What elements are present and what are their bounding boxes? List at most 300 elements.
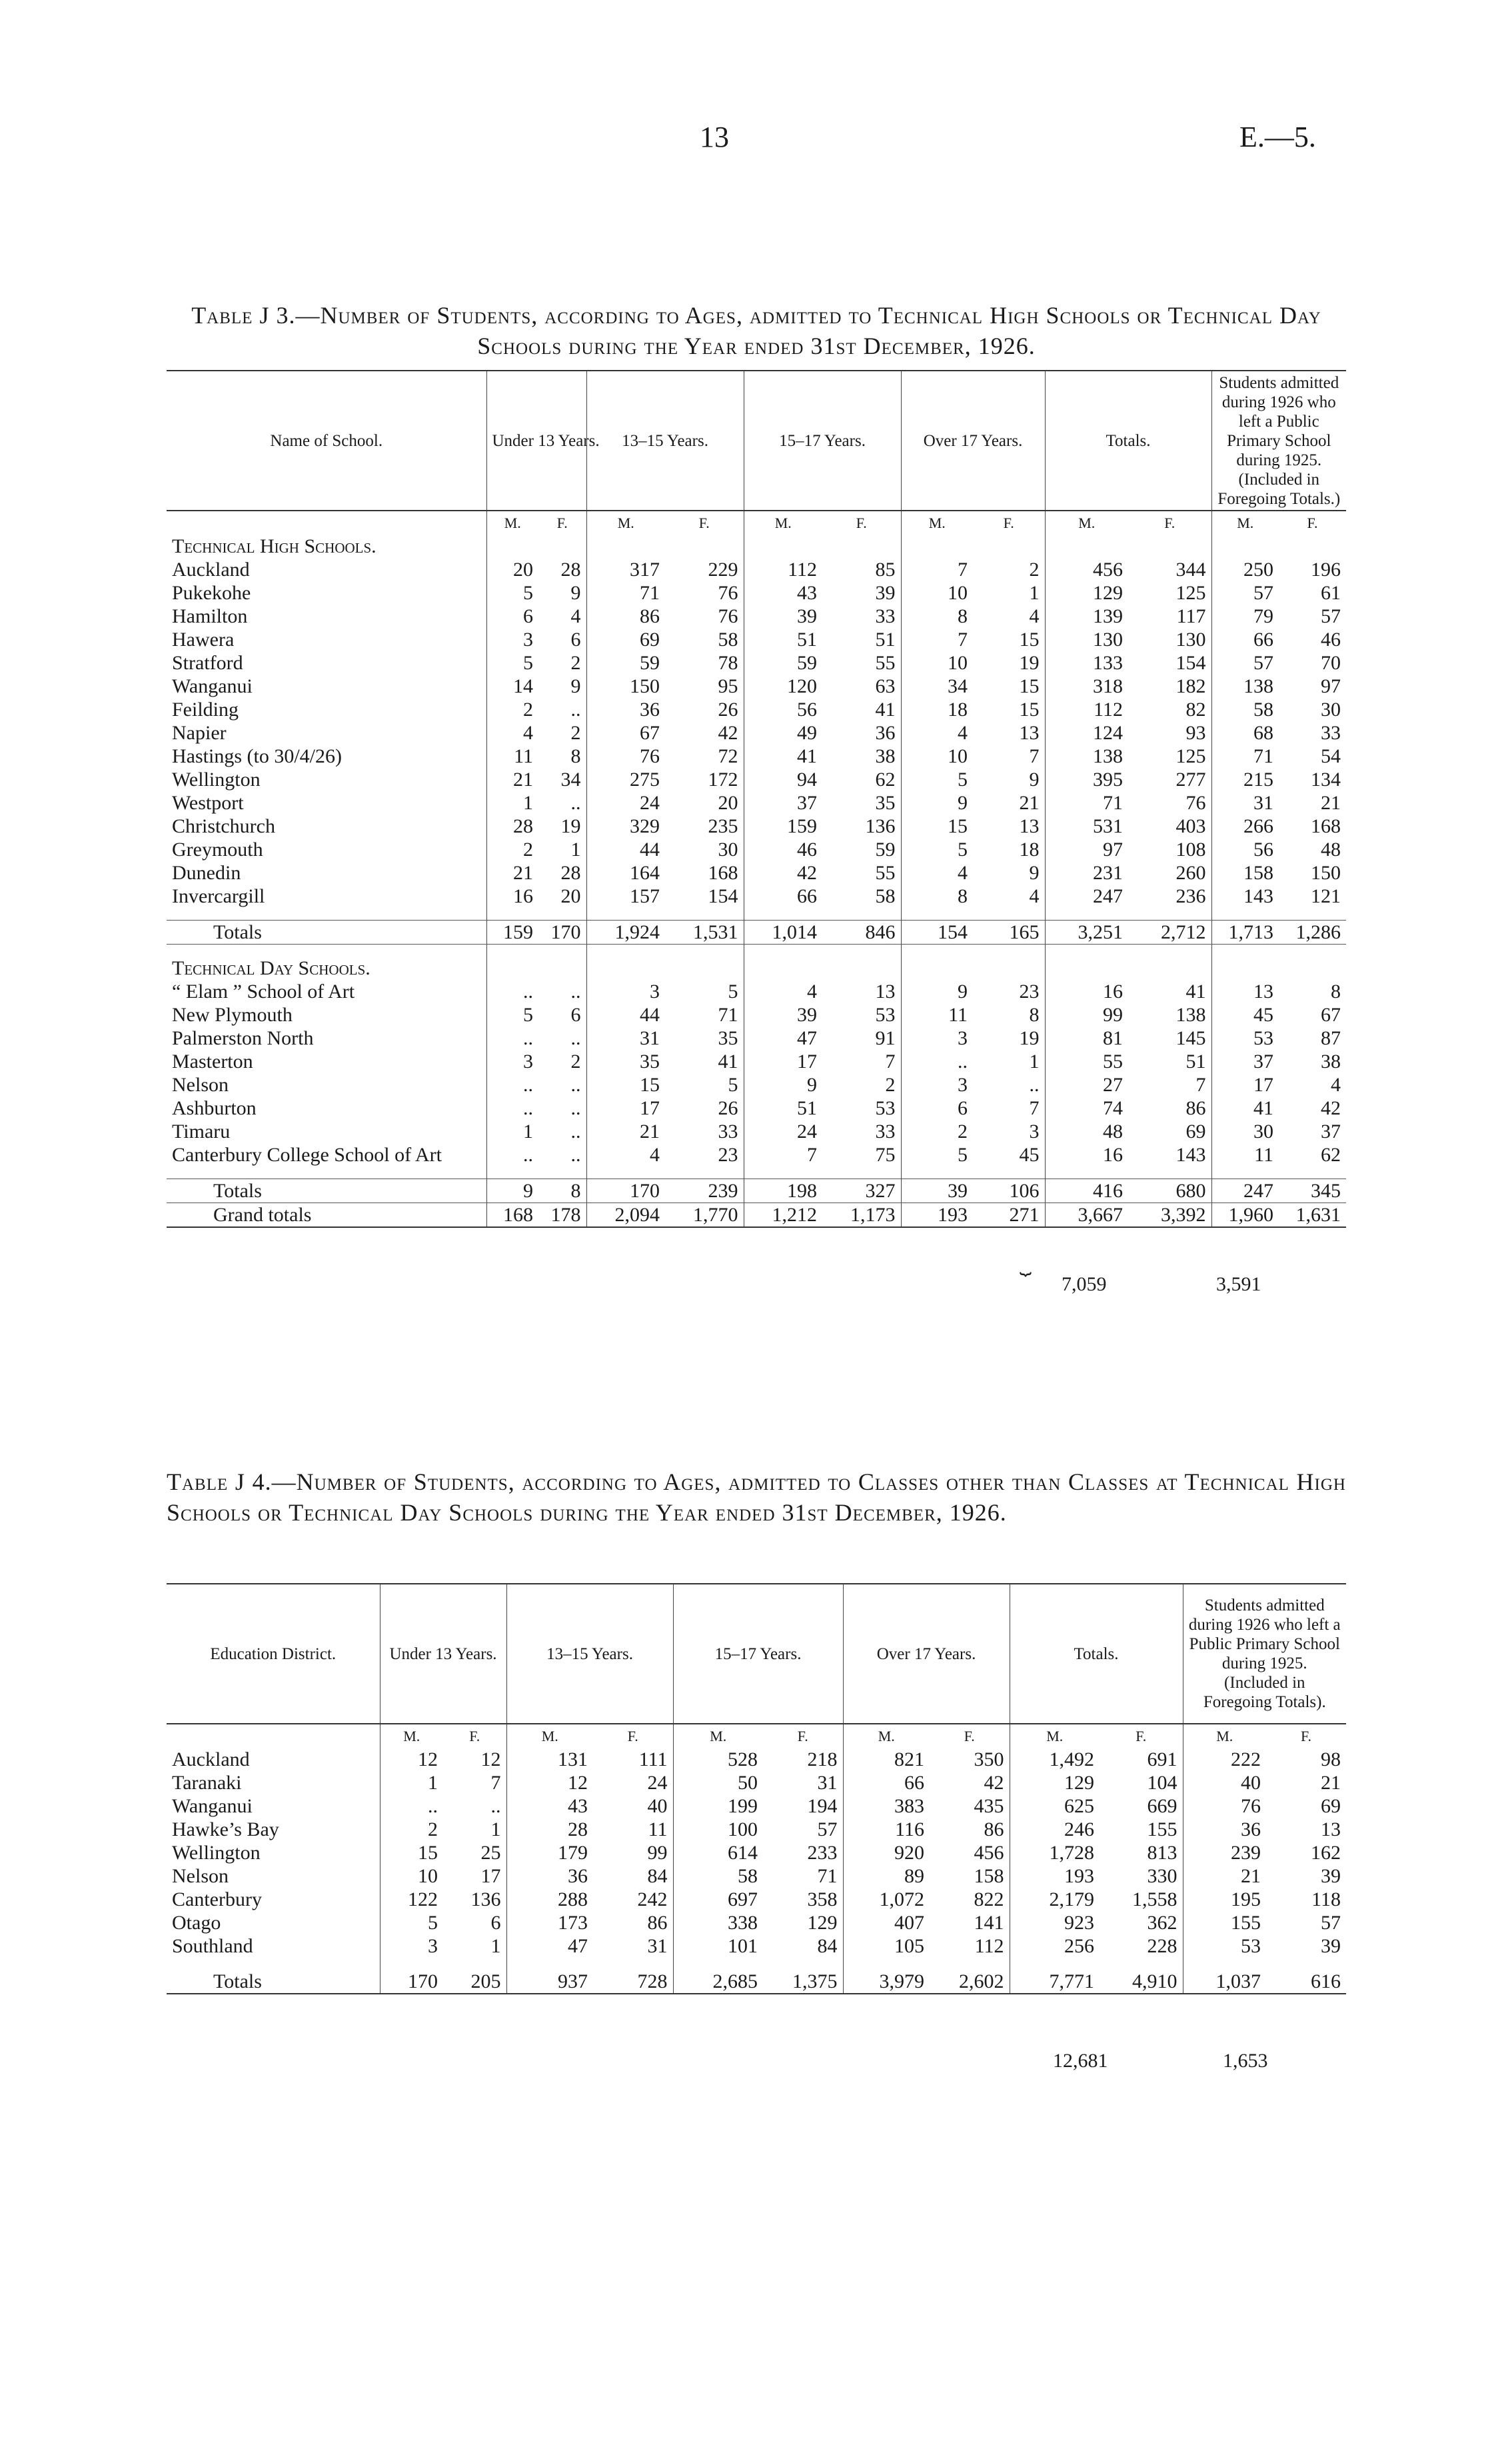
table-row bbox=[167, 1911, 1346, 1934]
female-cell: 172 bbox=[708, 769, 738, 791]
male-cell: 71 bbox=[586, 581, 665, 605]
male-cell: 179 bbox=[506, 1841, 593, 1864]
female-cell: 129 bbox=[807, 1912, 838, 1934]
male-cell: 20 bbox=[486, 558, 538, 581]
female-cell: 1,375 bbox=[763, 1970, 843, 1994]
female-cell: 4 bbox=[1029, 605, 1040, 627]
male-cell: 1,072 bbox=[843, 1888, 930, 1911]
male-cell: 39 bbox=[744, 1003, 822, 1027]
male-cell: 58 bbox=[673, 1864, 763, 1888]
female-col-header: F. bbox=[556, 515, 568, 531]
male-cell: 139 bbox=[1045, 605, 1128, 628]
male-cell: 1 bbox=[486, 791, 538, 815]
blank-cell bbox=[1211, 945, 1279, 957]
female-cell: 35 bbox=[718, 1027, 738, 1049]
male-cell: 129 bbox=[1045, 581, 1128, 605]
blank-cell bbox=[1266, 1958, 1346, 1970]
table-row bbox=[167, 1748, 1346, 1771]
blank-cell bbox=[1128, 908, 1211, 921]
male-cell: 2 bbox=[486, 838, 538, 861]
male-cell: 150 bbox=[586, 675, 665, 698]
header-15-17: 15–17 Years. bbox=[744, 371, 901, 511]
male-cell: 39 bbox=[901, 1179, 973, 1203]
row-label: Dunedin bbox=[172, 862, 241, 884]
blank-cell bbox=[586, 957, 665, 980]
blank-cell bbox=[586, 535, 665, 558]
table-row bbox=[167, 675, 1346, 698]
female-cell: 35 bbox=[875, 792, 896, 814]
female-cell: 118 bbox=[1311, 1888, 1341, 1910]
male-cell: 5 bbox=[901, 768, 973, 791]
female-cell: 69 bbox=[1185, 1121, 1206, 1143]
male-cell: 81 bbox=[1045, 1027, 1128, 1050]
male-cell: 120 bbox=[744, 675, 822, 698]
row-label: Auckland bbox=[172, 559, 250, 581]
male-cell: 158 bbox=[1211, 861, 1279, 885]
female-cell: 2 bbox=[570, 722, 581, 744]
female-cell: 13 bbox=[875, 981, 896, 1003]
j3-combined-totals: 7,059 bbox=[1062, 1273, 1107, 1295]
female-cell: 17 bbox=[480, 1865, 501, 1887]
male-cell: 288 bbox=[506, 1888, 593, 1911]
male-col-header: M. bbox=[1045, 511, 1128, 535]
female-cell: 20 bbox=[560, 885, 581, 907]
blank-cell bbox=[930, 1958, 1010, 1970]
female-cell: 84 bbox=[647, 1865, 668, 1887]
blank-cell bbox=[973, 1167, 1045, 1179]
row-label: Auckland bbox=[172, 1748, 250, 1770]
female-cell: 87 bbox=[1321, 1027, 1341, 1049]
male-cell: 51 bbox=[744, 1097, 822, 1120]
female-cell: 846 bbox=[822, 921, 901, 945]
female-cell: 24 bbox=[647, 1772, 668, 1794]
female-cell: 691 bbox=[1147, 1748, 1177, 1770]
row-label: Wellington bbox=[172, 1842, 261, 1864]
blank-cell bbox=[665, 535, 744, 558]
male-cell: 4 bbox=[486, 721, 538, 745]
female-cell: 53 bbox=[875, 1004, 896, 1026]
blank-cell bbox=[822, 1167, 901, 1179]
table-j3-caption: Table J 3.—Number of Students, according to Ages, admitted to Technical High Schools or Technical Day Schools during the Year ended 31st December, 1926. bbox=[191, 302, 1321, 359]
blank-cell bbox=[1045, 908, 1128, 921]
female-cell: 106 bbox=[973, 1179, 1045, 1203]
row-label: Canterbury bbox=[172, 1888, 262, 1910]
blank-cell bbox=[486, 535, 538, 558]
female-cell: 229 bbox=[708, 559, 738, 581]
male-cell: 99 bbox=[1045, 1003, 1128, 1027]
male-cell: 24 bbox=[586, 791, 665, 815]
female-cell: 15 bbox=[1019, 629, 1040, 651]
female-cell: 143 bbox=[1175, 1144, 1206, 1166]
blank-cell bbox=[744, 908, 822, 921]
male-cell: 8 bbox=[901, 885, 973, 908]
female-cell: 11 bbox=[648, 1818, 668, 1840]
male-col-header: M. bbox=[1183, 1724, 1266, 1748]
male-cell: 11 bbox=[901, 1003, 973, 1027]
female-cell: 4,910 bbox=[1100, 1970, 1183, 1994]
male-cell: 97 bbox=[1045, 838, 1128, 861]
row-label: Timaru bbox=[172, 1121, 231, 1143]
table-j3 bbox=[167, 370, 1346, 1228]
male-cell: 11 bbox=[1211, 1143, 1279, 1167]
male-cell: 37 bbox=[1211, 1050, 1279, 1073]
blank-cell bbox=[1045, 957, 1128, 980]
male-col-header: M. bbox=[486, 511, 538, 535]
female-cell: 13 bbox=[1019, 722, 1040, 744]
male-cell: 12 bbox=[380, 1748, 443, 1771]
male-col-header: M. bbox=[901, 511, 973, 535]
row-label: Canterbury College School of Art bbox=[172, 1144, 442, 1166]
female-cell: 33 bbox=[875, 1121, 896, 1143]
female-cell: 125 bbox=[1175, 582, 1206, 604]
female-cell: 8 bbox=[1029, 1004, 1040, 1026]
male-cell: 456 bbox=[1045, 558, 1128, 581]
female-cell: 55 bbox=[875, 652, 896, 674]
header-under13: Under 13 Years. bbox=[380, 1584, 506, 1724]
male-cell: 275 bbox=[586, 768, 665, 791]
male-cell: 76 bbox=[1183, 1794, 1266, 1818]
female-cell: 728 bbox=[593, 1970, 673, 1994]
female-cell: 26 bbox=[718, 1097, 738, 1119]
female-col-header: F. bbox=[797, 1728, 808, 1744]
female-cell: 669 bbox=[1147, 1795, 1177, 1817]
male-cell: 11 bbox=[486, 745, 538, 768]
female-cell: 13 bbox=[1321, 1818, 1341, 1840]
female-cell: 327 bbox=[822, 1179, 901, 1203]
male-cell: 1,728 bbox=[1010, 1841, 1100, 1864]
female-cell: 98 bbox=[1321, 1748, 1341, 1770]
table-j4 bbox=[167, 1583, 1346, 1994]
table-row bbox=[167, 1934, 1346, 1958]
female-cell: 2 bbox=[885, 1074, 896, 1096]
female-cell: 108 bbox=[1175, 839, 1206, 861]
female-cell: 33 bbox=[875, 605, 896, 627]
female-cell: 40 bbox=[647, 1795, 668, 1817]
male-cell: 36 bbox=[1183, 1818, 1266, 1841]
row-label: Totals bbox=[167, 1179, 486, 1203]
male-cell: 130 bbox=[1045, 628, 1128, 651]
female-cell: 218 bbox=[807, 1748, 838, 1770]
male-cell: 39 bbox=[744, 605, 822, 628]
male-cell: 199 bbox=[673, 1794, 763, 1818]
male-cell: 164 bbox=[586, 861, 665, 885]
blank-cell bbox=[973, 535, 1045, 558]
row-label: Feilding bbox=[172, 699, 239, 721]
female-cell: 20 bbox=[718, 792, 738, 814]
female-cell: 1,558 bbox=[1132, 1888, 1177, 1910]
female-cell: 70 bbox=[1321, 652, 1341, 674]
spacer-row bbox=[167, 1958, 1346, 1970]
row-label: Greymouth bbox=[172, 839, 263, 861]
male-cell: 36 bbox=[506, 1864, 593, 1888]
table-row bbox=[167, 791, 1346, 815]
header-totals: Totals. bbox=[1045, 371, 1211, 511]
male-cell: 16 bbox=[486, 885, 538, 908]
female-cell: 45 bbox=[1019, 1144, 1040, 1166]
female-cell: 162 bbox=[1311, 1842, 1341, 1864]
male-cell: 407 bbox=[843, 1911, 930, 1934]
male-cell: 57 bbox=[1211, 581, 1279, 605]
male-cell: 1,014 bbox=[744, 921, 822, 945]
blank-cell bbox=[538, 945, 586, 957]
female-col-header: F. bbox=[1307, 515, 1318, 531]
blank-cell bbox=[593, 1958, 673, 1970]
female-cell: 7 bbox=[490, 1772, 501, 1794]
blank-cell bbox=[822, 535, 901, 558]
table-row bbox=[167, 1073, 1346, 1097]
section-row bbox=[167, 535, 1346, 558]
female-cell: 1 bbox=[570, 839, 581, 861]
male-col-header: M. bbox=[1211, 511, 1279, 535]
male-cell: 614 bbox=[673, 1841, 763, 1864]
female-cell: .. bbox=[570, 1027, 581, 1049]
male-cell: 58 bbox=[1211, 698, 1279, 721]
female-cell: 165 bbox=[973, 921, 1045, 945]
female-cell: 46 bbox=[1321, 629, 1341, 651]
row-label: Hastings (to 30/4/26) bbox=[172, 745, 342, 767]
male-cell: 154 bbox=[901, 921, 973, 945]
blank-cell bbox=[744, 535, 822, 558]
male-cell: 923 bbox=[1010, 1911, 1100, 1934]
female-cell: 19 bbox=[1019, 1027, 1040, 1049]
male-cell: 21 bbox=[486, 768, 538, 791]
female-cell: 170 bbox=[538, 921, 586, 945]
male-cell: 71 bbox=[1211, 745, 1279, 768]
male-col-header: M. bbox=[744, 511, 822, 535]
female-cell: 76 bbox=[718, 582, 738, 604]
male-cell: 66 bbox=[744, 885, 822, 908]
male-cell: 195 bbox=[1183, 1888, 1266, 1911]
male-cell: 18 bbox=[901, 698, 973, 721]
female-cell: 25 bbox=[480, 1842, 501, 1864]
table-row bbox=[167, 838, 1346, 861]
female-cell: 76 bbox=[718, 605, 738, 627]
male-cell: 55 bbox=[1045, 1050, 1128, 1073]
female-cell: 125 bbox=[1175, 745, 1206, 767]
male-cell: 15 bbox=[586, 1073, 665, 1097]
male-cell: 28 bbox=[486, 815, 538, 838]
male-cell: 66 bbox=[1211, 628, 1279, 651]
female-cell: 242 bbox=[637, 1888, 668, 1910]
female-cell: 1 bbox=[490, 1818, 501, 1840]
female-cell: 19 bbox=[560, 815, 581, 837]
table-row bbox=[167, 815, 1346, 838]
row-label: “ Elam ” School of Art bbox=[172, 981, 355, 1003]
female-cell: 8 bbox=[538, 1179, 586, 1203]
table-row bbox=[167, 1203, 1346, 1228]
blank-cell bbox=[901, 1167, 973, 1179]
blank-cell bbox=[973, 908, 1045, 921]
male-cell: 1,037 bbox=[1183, 1970, 1266, 1994]
blank-cell bbox=[1183, 1958, 1266, 1970]
female-cell: 39 bbox=[1321, 1935, 1341, 1957]
male-cell: 697 bbox=[673, 1888, 763, 1911]
totals-brace: ⏟ bbox=[1020, 1253, 1032, 1275]
female-cell: 111 bbox=[638, 1748, 668, 1770]
male-cell: 4 bbox=[586, 1143, 665, 1167]
table-row bbox=[167, 861, 1346, 885]
male-cell: 193 bbox=[1010, 1864, 1100, 1888]
row-label: Hawera bbox=[172, 629, 235, 651]
male-cell: 3 bbox=[486, 1050, 538, 1073]
male-cell: 8 bbox=[901, 605, 973, 628]
female-cell: 54 bbox=[1321, 745, 1341, 767]
male-cell: 13 bbox=[1211, 980, 1279, 1003]
male-cell: 2 bbox=[901, 1120, 973, 1143]
male-cell: 215 bbox=[1211, 768, 1279, 791]
table-row bbox=[167, 1179, 1346, 1203]
male-cell: 12 bbox=[506, 1771, 593, 1794]
row-label: New Plymouth bbox=[172, 1004, 293, 1026]
male-cell: 41 bbox=[1211, 1097, 1279, 1120]
row-label: Nelson bbox=[172, 1074, 229, 1096]
female-cell: .. bbox=[570, 1074, 581, 1096]
female-cell: 9 bbox=[570, 675, 581, 697]
blank-cell bbox=[1045, 535, 1128, 558]
male-cell: 2,179 bbox=[1010, 1888, 1100, 1911]
female-cell: .. bbox=[570, 792, 581, 814]
female-cell: 41 bbox=[718, 1051, 738, 1073]
blank-cell bbox=[665, 957, 744, 980]
female-cell: 39 bbox=[875, 582, 896, 604]
female-cell: 18 bbox=[1019, 839, 1040, 861]
female-cell: 21 bbox=[1321, 792, 1341, 814]
table-row bbox=[167, 1050, 1346, 1073]
male-cell: 317 bbox=[586, 558, 665, 581]
row-label: Otago bbox=[172, 1912, 221, 1934]
female-cell: 1,286 bbox=[1279, 921, 1346, 945]
table-row bbox=[167, 885, 1346, 908]
male-cell: 138 bbox=[1211, 675, 1279, 698]
female-cell: 57 bbox=[1321, 605, 1341, 627]
male-cell: 4 bbox=[901, 861, 973, 885]
male-cell: 112 bbox=[744, 558, 822, 581]
female-cell: 5 bbox=[728, 981, 738, 1003]
female-cell: 42 bbox=[984, 1772, 1004, 1794]
section-heading: Technical High Schools. bbox=[172, 535, 377, 557]
blank-cell bbox=[1045, 945, 1128, 957]
female-cell: 84 bbox=[817, 1935, 838, 1957]
blank-cell bbox=[586, 908, 665, 921]
male-cell: 170 bbox=[586, 1179, 665, 1203]
female-cell: 9 bbox=[1029, 769, 1040, 791]
male-cell: 53 bbox=[1211, 1027, 1279, 1050]
blank-cell bbox=[822, 908, 901, 921]
male-cell: 16 bbox=[1045, 980, 1128, 1003]
blank-cell bbox=[167, 1958, 380, 1970]
female-cell: 53 bbox=[875, 1097, 896, 1119]
blank-cell bbox=[1279, 1167, 1346, 1179]
female-cell: 228 bbox=[1147, 1935, 1177, 1957]
female-cell: 680 bbox=[1128, 1179, 1211, 1203]
female-cell: 58 bbox=[875, 885, 896, 907]
male-cell: 47 bbox=[506, 1934, 593, 1958]
table-row bbox=[167, 1818, 1346, 1841]
table-j4-caption: Table J 4.—Number of Students, according to Ages, admitted to Classes other than Classes at Technical High Schools or Technical Day Schools during the Year ended 31st December, 1926. bbox=[167, 1468, 1346, 1526]
male-cell: 3,979 bbox=[843, 1970, 930, 1994]
blank-cell bbox=[538, 1167, 586, 1179]
male-cell: 7 bbox=[744, 1143, 822, 1167]
male-cell: 34 bbox=[901, 675, 973, 698]
j4-combined-primary: 1,653 bbox=[1223, 2050, 1268, 2072]
male-cell: 101 bbox=[673, 1934, 763, 1958]
page-reference: E.—5. bbox=[1239, 121, 1316, 153]
female-cell: 4 bbox=[1029, 885, 1040, 907]
header-13-15: 13–15 Years. bbox=[506, 1584, 673, 1724]
male-cell: 28 bbox=[506, 1818, 593, 1841]
female-cell: 3 bbox=[1029, 1121, 1040, 1143]
table-row bbox=[167, 1794, 1346, 1818]
female-cell: 154 bbox=[1175, 652, 1206, 674]
table-row bbox=[167, 558, 1346, 581]
female-cell: 71 bbox=[718, 1004, 738, 1026]
female-cell: 168 bbox=[1311, 815, 1341, 837]
female-cell: 30 bbox=[718, 839, 738, 861]
female-cell: 76 bbox=[1185, 792, 1206, 814]
female-cell: 813 bbox=[1147, 1842, 1177, 1864]
male-cell: .. bbox=[486, 980, 538, 1003]
male-cell: 100 bbox=[673, 1818, 763, 1841]
row-label: Southland bbox=[172, 1935, 253, 1957]
row-label: Palmerston North bbox=[172, 1027, 314, 1049]
female-cell: 277 bbox=[1175, 769, 1206, 791]
female-cell: 136 bbox=[865, 815, 896, 837]
female-cell: 2 bbox=[570, 1051, 581, 1073]
table-row bbox=[167, 1888, 1346, 1911]
female-cell: 1,173 bbox=[822, 1203, 901, 1228]
female-cell: 15 bbox=[1019, 699, 1040, 721]
female-cell: 31 bbox=[647, 1935, 668, 1957]
female-cell: 41 bbox=[1185, 981, 1206, 1003]
female-cell: 1 bbox=[490, 1935, 501, 1957]
table-row bbox=[167, 1864, 1346, 1888]
male-cell: 7 bbox=[901, 628, 973, 651]
female-col-header: F. bbox=[469, 1728, 480, 1744]
table-row bbox=[167, 721, 1346, 745]
male-cell: 47 bbox=[744, 1027, 822, 1050]
male-cell: 3,251 bbox=[1045, 921, 1128, 945]
male-cell: 21 bbox=[486, 861, 538, 885]
male-cell: 40 bbox=[1183, 1771, 1266, 1794]
blank-cell bbox=[443, 1958, 506, 1970]
female-cell: 33 bbox=[718, 1121, 738, 1143]
male-cell: 21 bbox=[1183, 1864, 1266, 1888]
female-cell: 205 bbox=[443, 1970, 506, 1994]
male-cell: 7,771 bbox=[1010, 1970, 1100, 1994]
row-label: Nelson bbox=[172, 1865, 229, 1887]
female-cell: 403 bbox=[1175, 815, 1206, 837]
male-cell: 10 bbox=[901, 651, 973, 675]
mf-header-row bbox=[167, 1724, 1346, 1748]
male-cell: 94 bbox=[744, 768, 822, 791]
table-row bbox=[167, 1097, 1346, 1120]
male-cell: 59 bbox=[586, 651, 665, 675]
table-row bbox=[167, 628, 1346, 651]
female-cell: 233 bbox=[807, 1842, 838, 1864]
female-cell: 150 bbox=[1311, 862, 1341, 884]
male-cell: 10 bbox=[901, 745, 973, 768]
male-cell: 193 bbox=[901, 1203, 973, 1228]
female-cell: 51 bbox=[875, 629, 896, 651]
female-cell: 28 bbox=[560, 862, 581, 884]
row-label: Napier bbox=[172, 722, 227, 744]
row-label: Westport bbox=[172, 792, 244, 814]
female-cell: 8 bbox=[1331, 981, 1341, 1003]
female-cell: .. bbox=[570, 699, 581, 721]
blank-cell bbox=[486, 1167, 538, 1179]
male-cell: 129 bbox=[1010, 1771, 1100, 1794]
male-cell: 31 bbox=[1211, 791, 1279, 815]
